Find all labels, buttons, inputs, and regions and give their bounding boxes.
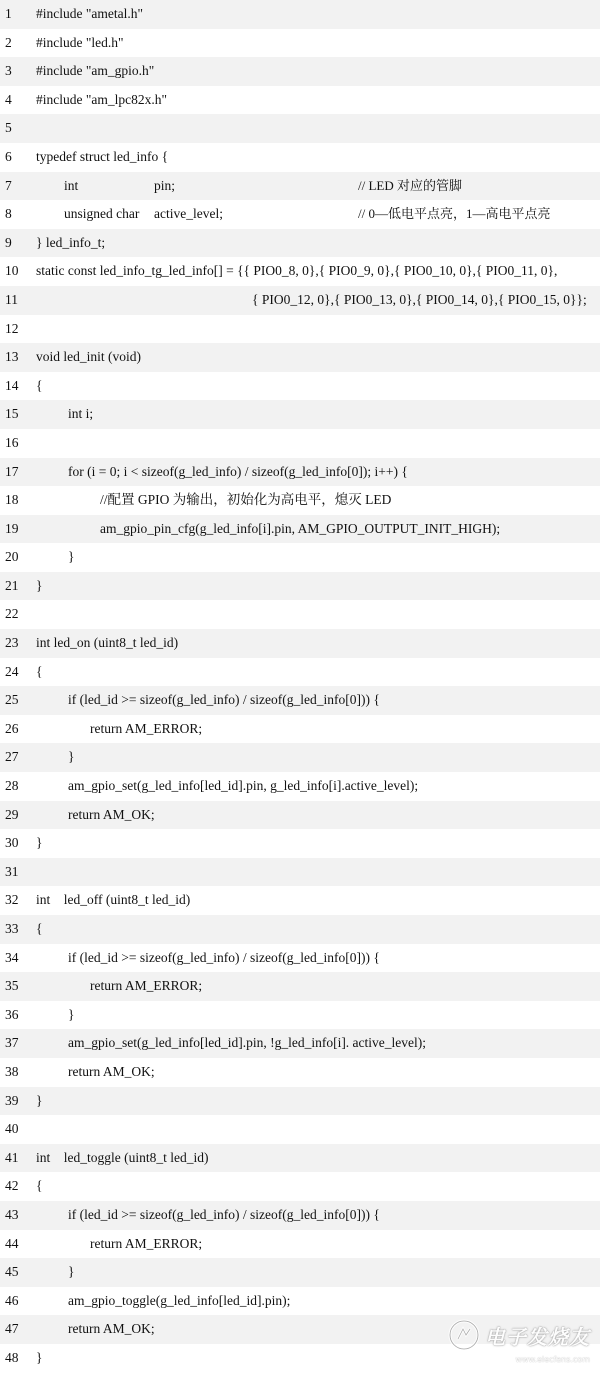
code-line xyxy=(0,1201,600,1230)
watermark-url: www.elecfans.com xyxy=(515,1355,590,1364)
code-line xyxy=(0,915,600,944)
code-text: unsigned char xyxy=(64,206,140,222)
code-text: am_gpio_toggle(g_led_info[led_id].pin); xyxy=(68,1292,291,1308)
code-text: } xyxy=(68,549,75,565)
code-member-name: active_level; xyxy=(154,206,223,222)
code-line xyxy=(0,715,600,744)
elecfans-logo-icon xyxy=(447,1318,481,1352)
code-line xyxy=(0,86,600,115)
line-number: 31 xyxy=(5,863,19,879)
code-text: return AM_ERROR; xyxy=(90,1235,203,1251)
code-text: int led_on (uint8_t led_id) xyxy=(36,635,179,651)
code-text: } xyxy=(36,835,43,851)
code-text: am_gpio_set(g_led_info[led_id].pin, !g_led_info[i]. active_level); xyxy=(68,1035,427,1051)
watermark xyxy=(447,1315,590,1364)
code-comment: // LED 对应的管脚 xyxy=(358,177,462,193)
code-line xyxy=(0,1087,600,1116)
code-text: if (led_id >= sizeof(g_led_info) / sizeof(g_led_info[0])) { xyxy=(68,1206,380,1222)
code-text: int led_toggle (uint8_t led_id) xyxy=(36,1149,209,1165)
code-line xyxy=(0,686,600,715)
code-text: return AM_ERROR; xyxy=(90,978,203,994)
line-number: 24 xyxy=(5,663,19,679)
line-number: 42 xyxy=(5,1178,19,1194)
code-line xyxy=(0,315,600,344)
code-text: } xyxy=(36,577,43,593)
code-text: static const led_info_tg_led_info[] = {{ PIO0_8, 0},{ PIO0_9, 0},{ PIO0_10, 0},{ PIO0_11, 0}, xyxy=(36,263,558,279)
code-line xyxy=(0,1115,600,1144)
code-line xyxy=(0,372,600,401)
code-comment: // 0—低电平点亮，1—高电平点亮 xyxy=(358,206,551,222)
line-number: 23 xyxy=(5,635,19,651)
line-number: 10 xyxy=(5,263,19,279)
code-line xyxy=(0,1258,600,1287)
code-line xyxy=(0,200,600,229)
code-line xyxy=(0,286,600,315)
code-line xyxy=(0,1230,600,1259)
line-number: 38 xyxy=(5,1063,19,1079)
line-number: 9 xyxy=(5,234,12,250)
code-text: for (i = 0; i < sizeof(g_led_info) / sizeof(g_led_info[0]); i++) { xyxy=(68,463,408,479)
code-line xyxy=(0,1172,600,1201)
code-line xyxy=(0,143,600,172)
code-text: #include "am_gpio.h" xyxy=(36,63,155,79)
line-number: 36 xyxy=(5,1006,19,1022)
line-number: 33 xyxy=(5,921,19,936)
code-text: int i; xyxy=(68,406,94,422)
line-number: 14 xyxy=(5,377,19,393)
code-line xyxy=(0,343,600,372)
line-number: 43 xyxy=(5,1206,19,1222)
code-line xyxy=(0,1001,600,1030)
code-text: } xyxy=(36,1349,43,1365)
line-number: 22 xyxy=(5,606,19,622)
line-number: 3 xyxy=(5,63,12,79)
code-text: int xyxy=(64,177,79,193)
code-text: { PIO0_12, 0},{ PIO0_13, 0},{ PIO0_14, 0},{ PIO0_15, 0}}; xyxy=(252,291,587,307)
code-line xyxy=(0,858,600,887)
line-number: 32 xyxy=(5,892,19,908)
code-text: void led_init (void) xyxy=(36,349,141,365)
code-line xyxy=(0,429,600,458)
code-text: #include "led.h" xyxy=(36,34,124,50)
code-text: } xyxy=(36,1092,43,1108)
code-text: am_gpio_set(g_led_info[led_id].pin, g_led_info[i].active_level); xyxy=(68,778,419,794)
line-number: 40 xyxy=(5,1121,19,1137)
line-number: 48 xyxy=(5,1349,19,1365)
code-line xyxy=(0,972,600,1001)
line-number: 13 xyxy=(5,349,19,365)
line-number: 11 xyxy=(5,291,18,307)
line-number: 25 xyxy=(5,692,19,708)
code-text: { xyxy=(36,921,43,936)
code-text: typedef struct led_info { xyxy=(36,148,169,164)
line-number: 17 xyxy=(5,463,19,479)
line-number: 28 xyxy=(5,778,19,794)
code-line xyxy=(0,486,600,515)
line-number: 18 xyxy=(5,492,19,508)
code-text: return AM_ERROR; xyxy=(90,720,203,736)
line-number: 41 xyxy=(5,1149,19,1165)
line-number: 12 xyxy=(5,320,19,336)
code-line xyxy=(0,772,600,801)
line-number: 8 xyxy=(5,206,12,222)
code-text: { xyxy=(36,663,43,679)
code-line xyxy=(0,572,600,601)
code-line xyxy=(0,600,600,629)
code-text: } xyxy=(68,749,75,765)
code-text: { xyxy=(36,1178,43,1194)
code-text: return AM_OK; xyxy=(68,806,155,822)
code-line xyxy=(0,886,600,915)
line-number: 30 xyxy=(5,835,19,851)
line-number: 37 xyxy=(5,1035,19,1051)
line-number: 46 xyxy=(5,1292,19,1308)
code-member-name: pin; xyxy=(154,177,176,193)
line-number: 34 xyxy=(5,949,19,965)
code-line xyxy=(0,1058,600,1087)
line-number: 26 xyxy=(5,720,19,736)
code-line xyxy=(0,172,600,201)
code-line xyxy=(0,1029,600,1058)
code-text: return AM_OK; xyxy=(68,1063,155,1079)
code-text: if (led_id >= sizeof(g_led_info) / sizeof(g_led_info[0])) { xyxy=(68,692,380,708)
code-line xyxy=(0,829,600,858)
code-text: int led_off (uint8_t led_id) xyxy=(36,892,191,908)
code-line xyxy=(0,400,600,429)
code-text: } xyxy=(68,1264,75,1280)
code-line xyxy=(0,801,600,830)
code-line xyxy=(0,1144,600,1173)
code-line xyxy=(0,57,600,86)
code-text: #include "am_lpc82x.h" xyxy=(36,91,167,107)
code-line xyxy=(0,515,600,544)
line-number: 1 xyxy=(5,6,12,21)
watermark-text: 电子发烧友 xyxy=(485,1324,590,1349)
code-line xyxy=(0,629,600,658)
line-number: 6 xyxy=(5,148,12,164)
line-number: 39 xyxy=(5,1092,19,1108)
line-number: 44 xyxy=(5,1235,19,1251)
code-text: } xyxy=(68,1006,75,1022)
code-line xyxy=(0,458,600,487)
line-number: 16 xyxy=(5,434,19,450)
code-text: am_gpio_pin_cfg(g_led_info[i].pin, AM_GPIO_OUTPUT_INIT_HIGH); xyxy=(100,520,501,536)
code-line xyxy=(0,543,600,572)
code-line xyxy=(0,743,600,772)
code-text: if (led_id >= sizeof(g_led_info) / sizeof(g_led_info[0])) { xyxy=(68,949,380,965)
line-number: 47 xyxy=(5,1321,19,1337)
line-number: 15 xyxy=(5,406,19,422)
code-text: { xyxy=(36,377,43,393)
line-number: 2 xyxy=(5,34,12,50)
code-text: return AM_OK; xyxy=(68,1321,155,1337)
code-line xyxy=(0,658,600,687)
line-number: 21 xyxy=(5,577,19,593)
line-number: 4 xyxy=(5,91,12,107)
code-line xyxy=(0,29,600,58)
line-number: 27 xyxy=(5,749,19,765)
line-number: 29 xyxy=(5,806,19,822)
code-line xyxy=(0,114,600,143)
code-text: //配置 GPIO 为输出，初始化为高电平，熄灭 LED xyxy=(100,492,392,508)
code-text: #include "ametal.h" xyxy=(36,6,143,21)
code-line xyxy=(0,944,600,973)
line-number: 5 xyxy=(5,120,12,136)
line-number: 7 xyxy=(5,177,12,193)
code-line xyxy=(0,1287,600,1316)
code-line xyxy=(0,229,600,258)
code-line xyxy=(0,0,600,29)
code-line xyxy=(0,257,600,286)
line-number: 20 xyxy=(5,549,19,565)
line-number: 35 xyxy=(5,978,19,994)
line-number: 19 xyxy=(5,520,19,536)
line-number: 45 xyxy=(5,1264,19,1280)
code-text: } led_info_t; xyxy=(36,234,106,250)
